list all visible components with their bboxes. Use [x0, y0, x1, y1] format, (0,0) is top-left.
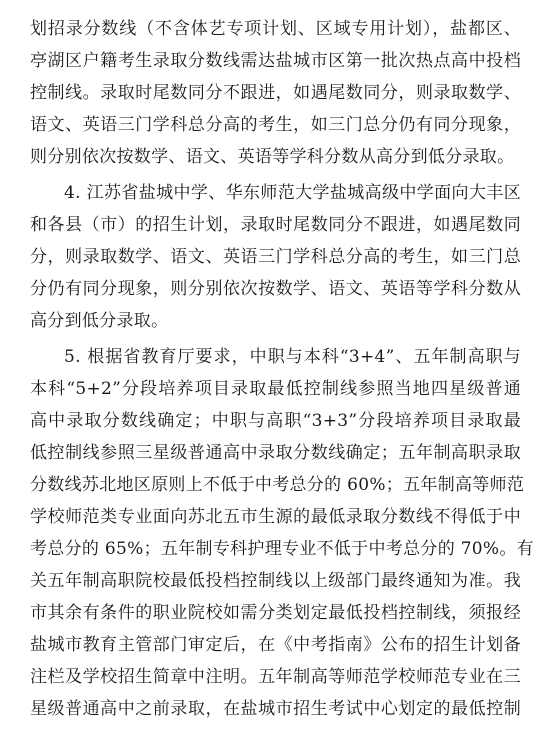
paragraph-3-line-4: 语文、英语三门学科总分高的考生，如三门总分仍有同分现象， [30, 115, 521, 135]
paragraph-5-line-3: 高中录取分数线确定；中职与高职“3+3”分段培养项目录取最 [30, 411, 521, 431]
paragraph-5-line-8: 关五年制高职院校最低投档控制线以上级部门最终通知为准。我 [30, 571, 521, 591]
paragraph-3-line-5: 则分别依次按数学、语文、英语等学科分数从高分到低分录取。 [30, 147, 515, 167]
paragraph-5-line-7: 考总分的 65%；五年制专科护理专业不低于中考总分的 70%。有 [30, 539, 534, 559]
paragraph-4-line-1: 4. 江苏省盐城中学、华东师范大学盐城高级中学面向大丰区 [64, 183, 521, 203]
paragraph-5-line-12: 星级普通高中之前录取，在盐城市招生考试中心划定的最低控制 [30, 699, 521, 719]
paragraph-5-line-2: 本科“5+2”分段培养项目录取最低控制线参照当地四星级普通 [30, 379, 521, 399]
paragraph-3-line-3: 控制线。录取时尾数同分不跟进，如遇尾数同分，则录取数学、 [30, 83, 521, 103]
paragraph-4-line-3: 分，则录取数学、语文、英语三门学科总分高的考生，如三门总 [30, 247, 521, 267]
paragraph-3-line-2: 亭湖区户籍考生录取分数线需达盐城市区第一批次热点高中投档 [30, 51, 521, 71]
paragraph-4-line-4: 分仍有同分现象，则分别依次按数学、语文、英语等学科分数从 [30, 279, 521, 299]
paragraph-5-line-10: 盐城市教育主管部门审定后，在《中考指南》公布的招生计划备 [30, 635, 521, 655]
paragraph-5-line-11: 注栏及学校招生简章中注明。五年制高等师范学校师范专业在三 [30, 667, 521, 687]
paragraph-5-line-9: 市其余有条件的职业院校如需分类划定最低投档控制线，须报经 [30, 603, 521, 623]
paragraph-5-line-6: 学校师范类专业面向苏北五市生源的最低录取分数线不得低于中 [30, 507, 521, 527]
paragraph-5-line-4: 低控制线参照三星级普通高中录取分数线确定；五年制高职录取 [30, 443, 521, 463]
paragraph-4-line-5: 高分到低分录取。 [30, 311, 169, 331]
paragraph-4-line-2: 和各县（市）的招生计划，录取时尾数同分不跟进，如遇尾数同 [30, 215, 521, 235]
paragraph-3-line-1: 划招录分数线（不含体艺专项计划、区域专用计划），盐都区、 [30, 19, 521, 39]
paragraph-5-line-1: 5. 根据省教育厅要求，中职与本科“3+4”、五年制高职与 [64, 347, 521, 367]
paragraph-5-line-5: 分数线苏北地区原则上不低于中考总分的 60%；五年制高等师范 [30, 475, 525, 495]
